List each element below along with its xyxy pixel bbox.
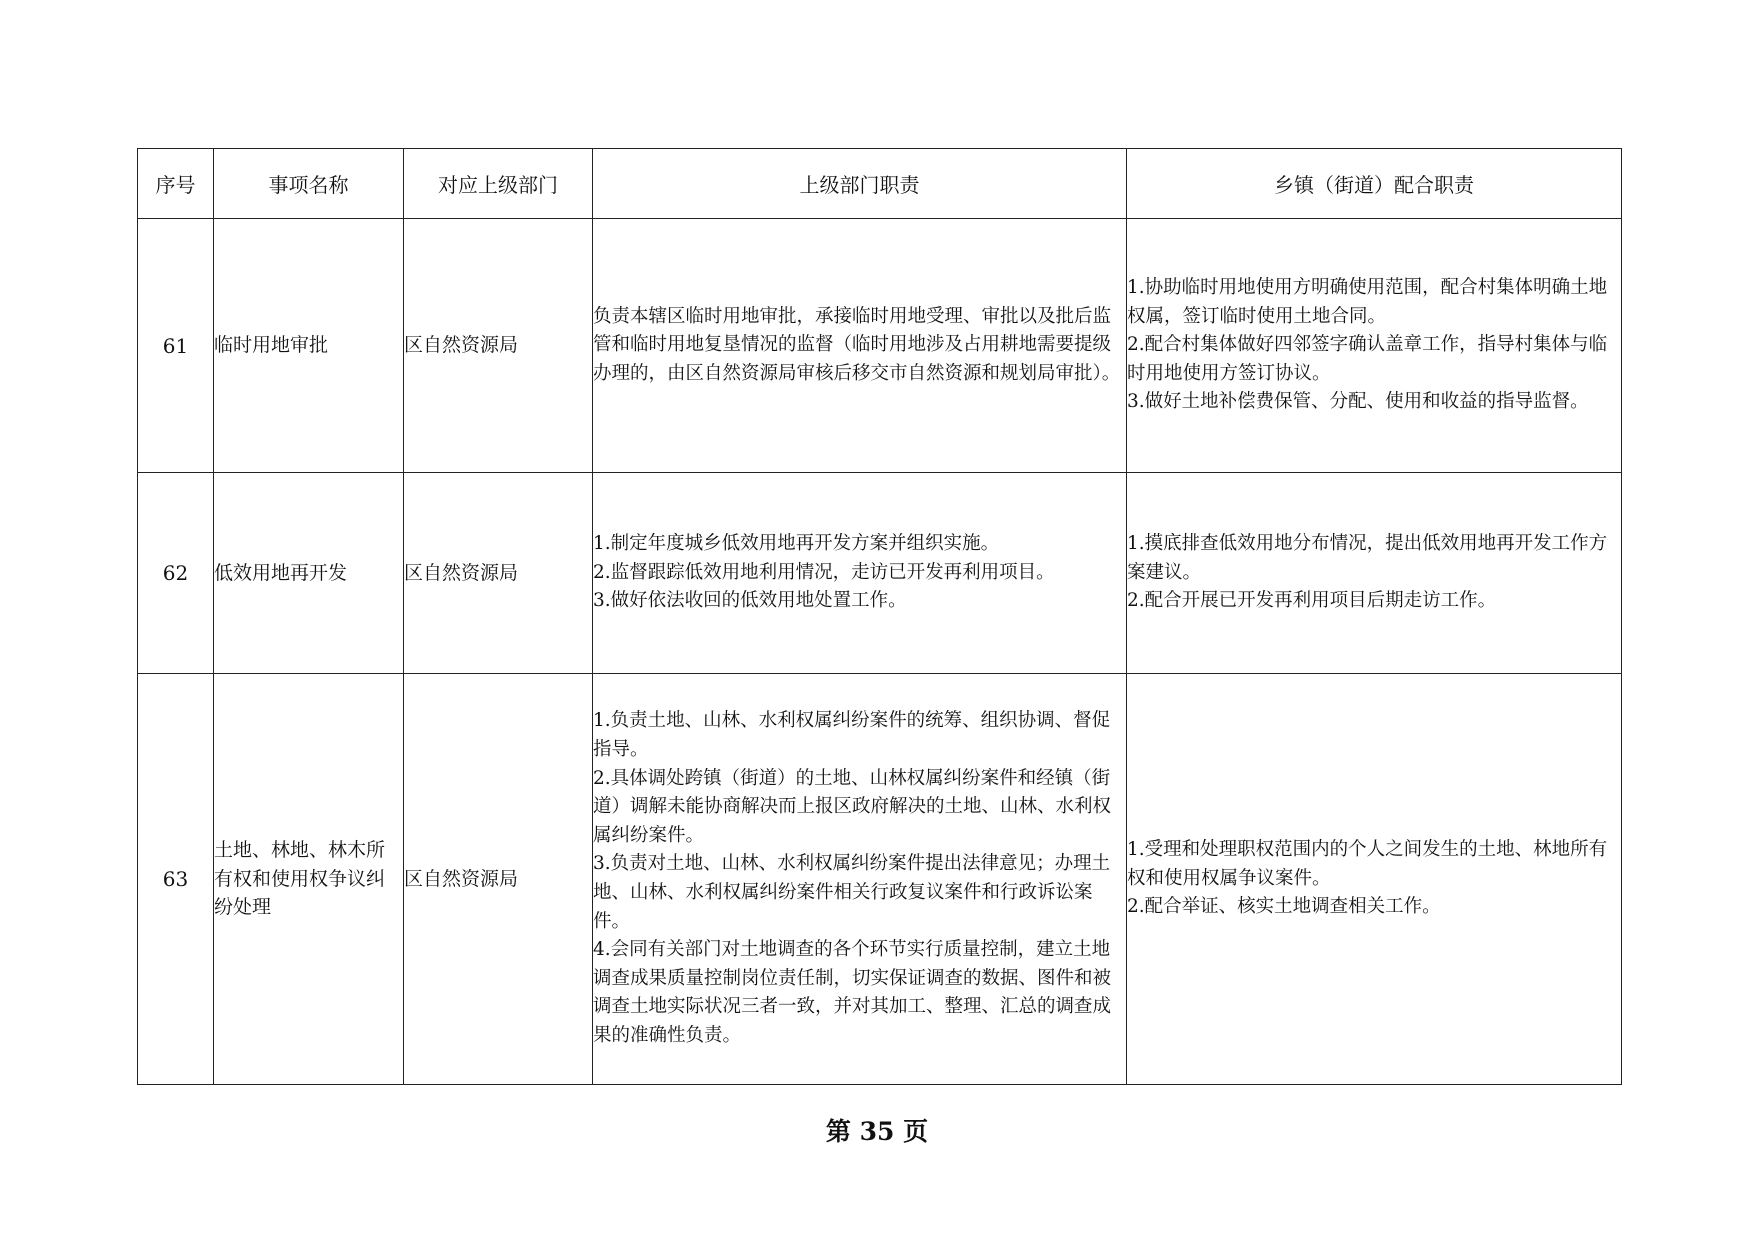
header-dept-duty: 上级部门职责 bbox=[593, 149, 1127, 219]
duty-line: 3.做好依法收回的低效用地处置工作。 bbox=[593, 590, 907, 612]
header-town-coop: 乡镇（街道）配合职责 bbox=[1127, 149, 1622, 219]
item-name: 土地、林地、林木所有权和使用权争议纠纷处理 bbox=[214, 674, 404, 1085]
coop-line: 3.做好土地补偿费保管、分配、使用和收益的指导监督。 bbox=[1127, 391, 1589, 413]
dept-name: 区自然资源局 bbox=[404, 219, 593, 473]
dept-duty bbox=[593, 219, 1127, 473]
table-header-row bbox=[138, 149, 1622, 219]
table-row bbox=[138, 473, 1622, 674]
town-coop bbox=[1127, 219, 1622, 473]
coop-line: 2.配合村集体做好四邻签字确认盖章工作，指导村集体与临时用地使用方签订协议。 bbox=[1127, 334, 1608, 384]
duty-line: 3.负责对土地、山林、水利权属纠纷案件提出法律意见；办理土地、山林、水利权属纠纷案件相关行政复议案件和行政诉讼案件。 bbox=[593, 853, 1111, 932]
row-number: 63 bbox=[138, 674, 214, 1085]
duty-line: 1.负责土地、山林、水利权属纠纷案件的统筹、组织协调、督促指导。 bbox=[593, 710, 1111, 761]
responsibility-table bbox=[137, 148, 1622, 1085]
dept-name: 区自然资源局 bbox=[404, 674, 593, 1085]
dept-duty bbox=[593, 674, 1127, 1085]
coop-line: 2.配合举证、核实土地调查相关工作。 bbox=[1127, 896, 1441, 918]
table-row bbox=[138, 674, 1622, 1085]
duty-line: 2.具体调处跨镇（街道）的土地、山林权属纠纷案件和经镇（街道）调解未能协商解决而上报区政府解决的土地、山林、水利权属纠纷案件。 bbox=[593, 767, 1112, 846]
town-coop bbox=[1127, 674, 1622, 1085]
row-number: 62 bbox=[138, 473, 214, 674]
duty-line: 1.制定年度城乡低效用地再开发方案并组织实施。 bbox=[593, 533, 1000, 555]
page-number: 第 35 页 bbox=[825, 1117, 929, 1146]
coop-line: 1.摸底排查低效用地分布情况，提出低效用地再开发工作方案建议。 bbox=[1127, 533, 1608, 583]
dept-duty bbox=[593, 473, 1127, 674]
header-item-name: 事项名称 bbox=[214, 149, 404, 219]
coop-line: 2.配合开展已开发再利用项目后期走访工作。 bbox=[1127, 590, 1497, 612]
header-dept: 对应上级部门 bbox=[404, 149, 593, 219]
town-coop bbox=[1127, 473, 1622, 674]
item-name: 低效用地再开发 bbox=[214, 473, 404, 674]
duty-line: 4.会同有关部门对土地调查的各个环节实行质量控制，建立土地调查成果质量控制岗位责任制，切实保证调查的数据、图件和被调查土地实际状况三者一致，并对其加工、整理、汇总的调查成果的准确性负责。 bbox=[593, 939, 1112, 1046]
coop-line: 1.协助临时用地使用方明确使用范围，配合村集体明确土地权属，签订临时使用土地合同。 bbox=[1127, 277, 1608, 327]
dept-name: 区自然资源局 bbox=[404, 473, 593, 674]
duty-line: 2.监督跟踪低效用地利用情况，走访已开发再利用项目。 bbox=[593, 561, 1055, 583]
item-name: 临时用地审批 bbox=[214, 219, 404, 473]
duty-line: 负责本辖区临时用地审批，承接临时用地受理、审批以及批后监管和临时用地复垦情况的监督（临时用地涉及占用耕地需要提级办理的，由区自然资源局审核后移交市自然资源和规划局审批）。 bbox=[593, 305, 1121, 384]
header-seq: 序号 bbox=[138, 149, 214, 219]
row-number: 61 bbox=[138, 219, 214, 473]
coop-line: 1.受理和处理职权范围内的个人之间发生的土地、林地所有权和使用权属争议案件。 bbox=[1127, 839, 1608, 889]
table-row bbox=[138, 219, 1622, 473]
